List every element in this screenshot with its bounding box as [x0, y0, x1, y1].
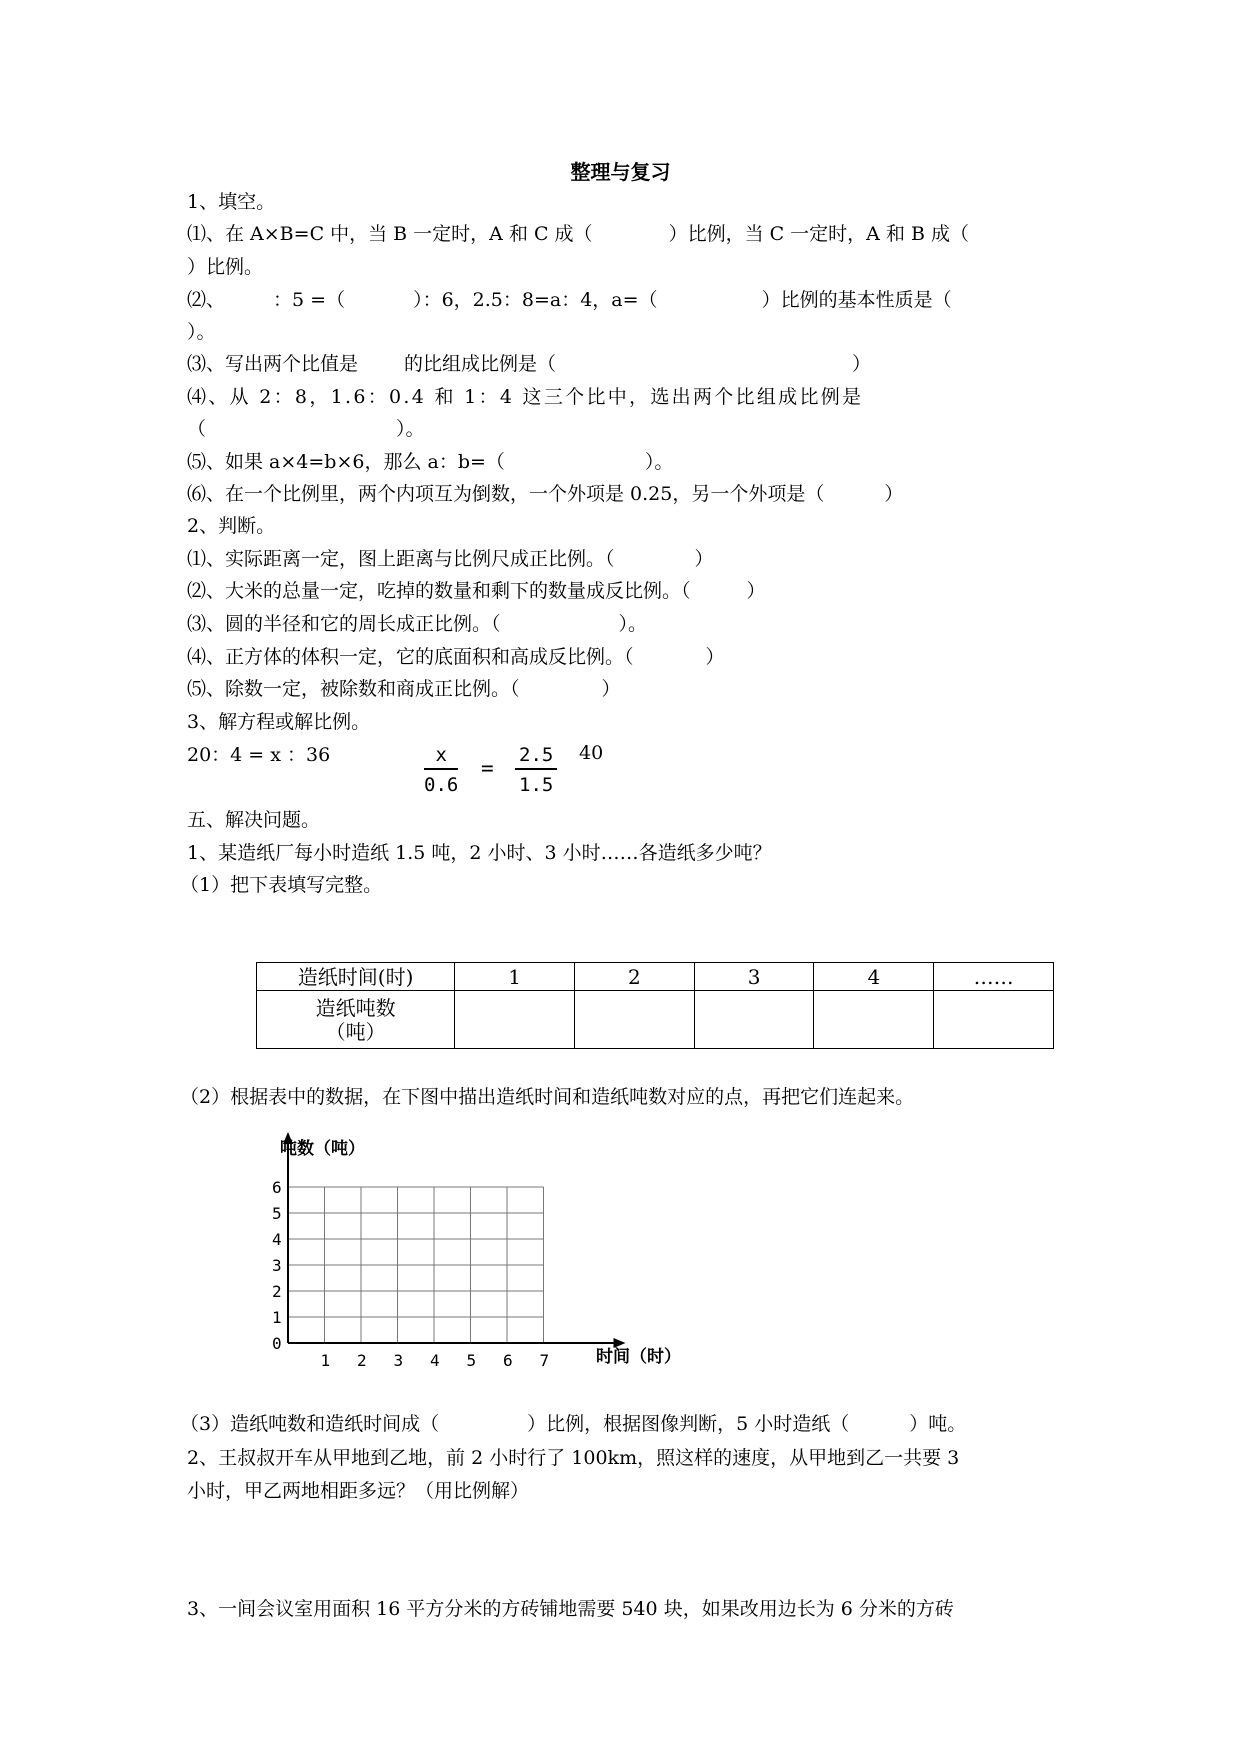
col-header: 3 — [694, 963, 814, 991]
y-tick-label: 6 — [272, 1178, 282, 1197]
text: ⑴、实际距离一定，图上距离与比例尺成正比例。（ — [187, 548, 615, 570]
problem-1-part2: （2）根据表中的数据，在下图中描出造纸时间和造纸吨数对应的点，再把它们连起来。 — [180, 1086, 915, 1108]
fill-q6 — [187, 482, 903, 506]
answer-cell[interactable] — [814, 991, 934, 1049]
text: ）比例，当 C 一定时，A 和 B 成（ — [668, 223, 969, 245]
col-header: 2 — [574, 963, 694, 991]
text: （ — [187, 418, 207, 440]
fill-q1-line1 — [187, 222, 969, 246]
problem-3: 3、一间会议室用面积 16 平方分米的方砖铺地需要 540 块，如果改用边长为 6 分米的方砖 — [187, 1598, 954, 1620]
problem-2-line2: 小时，甲乙两地相距多远？（用比例解） — [187, 1480, 530, 1502]
y-tick-label: 0 — [272, 1334, 282, 1353]
text: ）比例的基本性质是（ — [761, 289, 952, 311]
x-tick-label: 3 — [393, 1351, 404, 1370]
answer-cell[interactable] — [694, 991, 814, 1049]
x-tick-labels — [321, 1351, 550, 1370]
judge-q2 — [187, 579, 766, 603]
col-header: 4 — [814, 963, 934, 991]
y-tick-label: 2 — [272, 1282, 282, 1301]
x-axis-label: 时间（时） — [596, 1347, 681, 1367]
x-tick-label: 2 — [357, 1351, 367, 1370]
blank-coordinate-grid-chart — [240, 1130, 700, 1380]
text: ⑶、写出两个比值是 — [187, 353, 359, 375]
text: ⑷、正方体的体积一定，它的底面积和高成反比例。（ — [187, 646, 634, 668]
x-tick-label: 5 — [466, 1351, 477, 1370]
y-tick-labels — [272, 1178, 282, 1353]
fill-q1-line2: ）比例。 — [187, 256, 264, 278]
denominator: 1.5 — [519, 774, 554, 796]
page-title: 整理与复习 — [570, 160, 671, 184]
y-tick-label: 3 — [272, 1256, 282, 1275]
x-tick-label: 6 — [503, 1351, 513, 1370]
row-label-time: 造纸时间(时) — [257, 963, 455, 991]
text: （3）造纸吨数和造纸时间成（ — [180, 1413, 440, 1435]
text: 的比组成比例是（ — [404, 353, 557, 375]
chart-axes — [283, 1132, 626, 1348]
numerator: x — [424, 744, 458, 770]
fill-q2-line1 — [187, 288, 952, 312]
text: ）。 — [644, 451, 674, 473]
fill-q5 — [187, 450, 673, 474]
judge-q4 — [187, 645, 725, 669]
equals-sign: = — [481, 756, 494, 780]
problem-1-part3 — [180, 1412, 966, 1436]
fill-q3 — [187, 352, 871, 376]
text: ⑵、 — [187, 289, 226, 311]
text: ）。 — [618, 613, 648, 635]
col-header: 1 — [455, 963, 575, 991]
text: ）吨。 — [909, 1413, 967, 1435]
equation-1: 20：4 = x ：36 — [187, 744, 331, 766]
fraction-2.5-over-1.5 — [515, 744, 557, 796]
y-tick-label: 5 — [272, 1204, 282, 1223]
y-tick-label: 1 — [272, 1308, 282, 1327]
problem-1: 1、某造纸厂每小时造纸 1.5 吨，2 小时、3 小时……各造纸多少吨？ — [187, 842, 772, 864]
section3-heading: 3、解方程或解比例。 — [187, 711, 371, 733]
fill-q4-line2 — [187, 417, 425, 441]
fill-q4-line1: ⑷、从 2：8，1.6：0.4 和 1：4 这三个比中，选出两个比组成比例是 — [187, 386, 864, 408]
x-tick-label: 7 — [539, 1351, 550, 1370]
row-label-tons — [257, 991, 455, 1049]
problem-1-part1: （1）把下表填写完整。 — [180, 874, 383, 896]
judge-q1 — [187, 547, 714, 571]
text: ） — [694, 548, 714, 570]
denominator: 0.6 — [424, 774, 459, 796]
equation-3-fragment: 40 — [579, 742, 604, 764]
text: ） — [746, 580, 766, 602]
col-header: …… — [934, 963, 1054, 991]
x-tick-label: 4 — [430, 1351, 440, 1370]
text: ⑸、如果 a×4=b×6，那么 a：b=（ — [187, 451, 505, 473]
section1-heading: 1、填空。 — [187, 191, 276, 213]
fill-q2-line2: ）。 — [187, 321, 216, 343]
text: ） — [852, 353, 872, 375]
section2-heading: 2、判断。 — [187, 515, 276, 537]
answer-cell[interactable] — [934, 991, 1054, 1049]
row-label-unit: （吨） — [325, 1019, 386, 1044]
text: ：5 =（ — [273, 289, 346, 311]
problem-2-line1: 2、王叔叔开车从甲地到乙地，前 2 小时行了 100km，照这样的速度，从甲地到乙一共要 3 — [187, 1447, 960, 1469]
judge-q3 — [187, 612, 647, 636]
answer-cell[interactable] — [574, 991, 694, 1049]
text: ） — [601, 678, 621, 700]
text: ⑵、大米的总量一定，吃掉的数量和剩下的数量成反比例。（ — [187, 580, 691, 602]
judge-q5 — [187, 677, 621, 701]
text: ⑶、圆的半径和它的周长成正比例。（ — [187, 613, 501, 635]
text: ）比例，根据图像判断，5 小时造纸（ — [527, 1413, 850, 1435]
fraction-x-over-0.6 — [424, 744, 458, 796]
y-tick-label: 4 — [272, 1230, 282, 1249]
text: ）。 — [396, 418, 425, 440]
text: ⑹、在一个比例里，两个内项互为倒数，一个外项是 0.25，另一个外项是（ — [187, 483, 825, 505]
paper-production-table — [256, 962, 1054, 1049]
row-label-line: 造纸吨数 — [315, 995, 396, 1020]
text: ）：6，2.5：8=a：4，a=（ — [413, 289, 658, 311]
text: ） — [884, 483, 904, 505]
text: ⑸、除数一定，被除数和商成正比例。（ — [187, 678, 520, 700]
answer-cell[interactable] — [455, 991, 575, 1049]
chart-grid — [288, 1187, 544, 1343]
y-axis-label: 吨数（吨） — [280, 1139, 365, 1159]
text: ⑴、在 A×B=C 中，当 B 一定时，A 和 C 成（ — [187, 223, 593, 245]
x-tick-label: 1 — [320, 1351, 331, 1370]
numerator: 2.5 — [515, 744, 557, 770]
text: ） — [705, 646, 725, 668]
section5-heading: 五、解决问题。 — [187, 809, 321, 831]
